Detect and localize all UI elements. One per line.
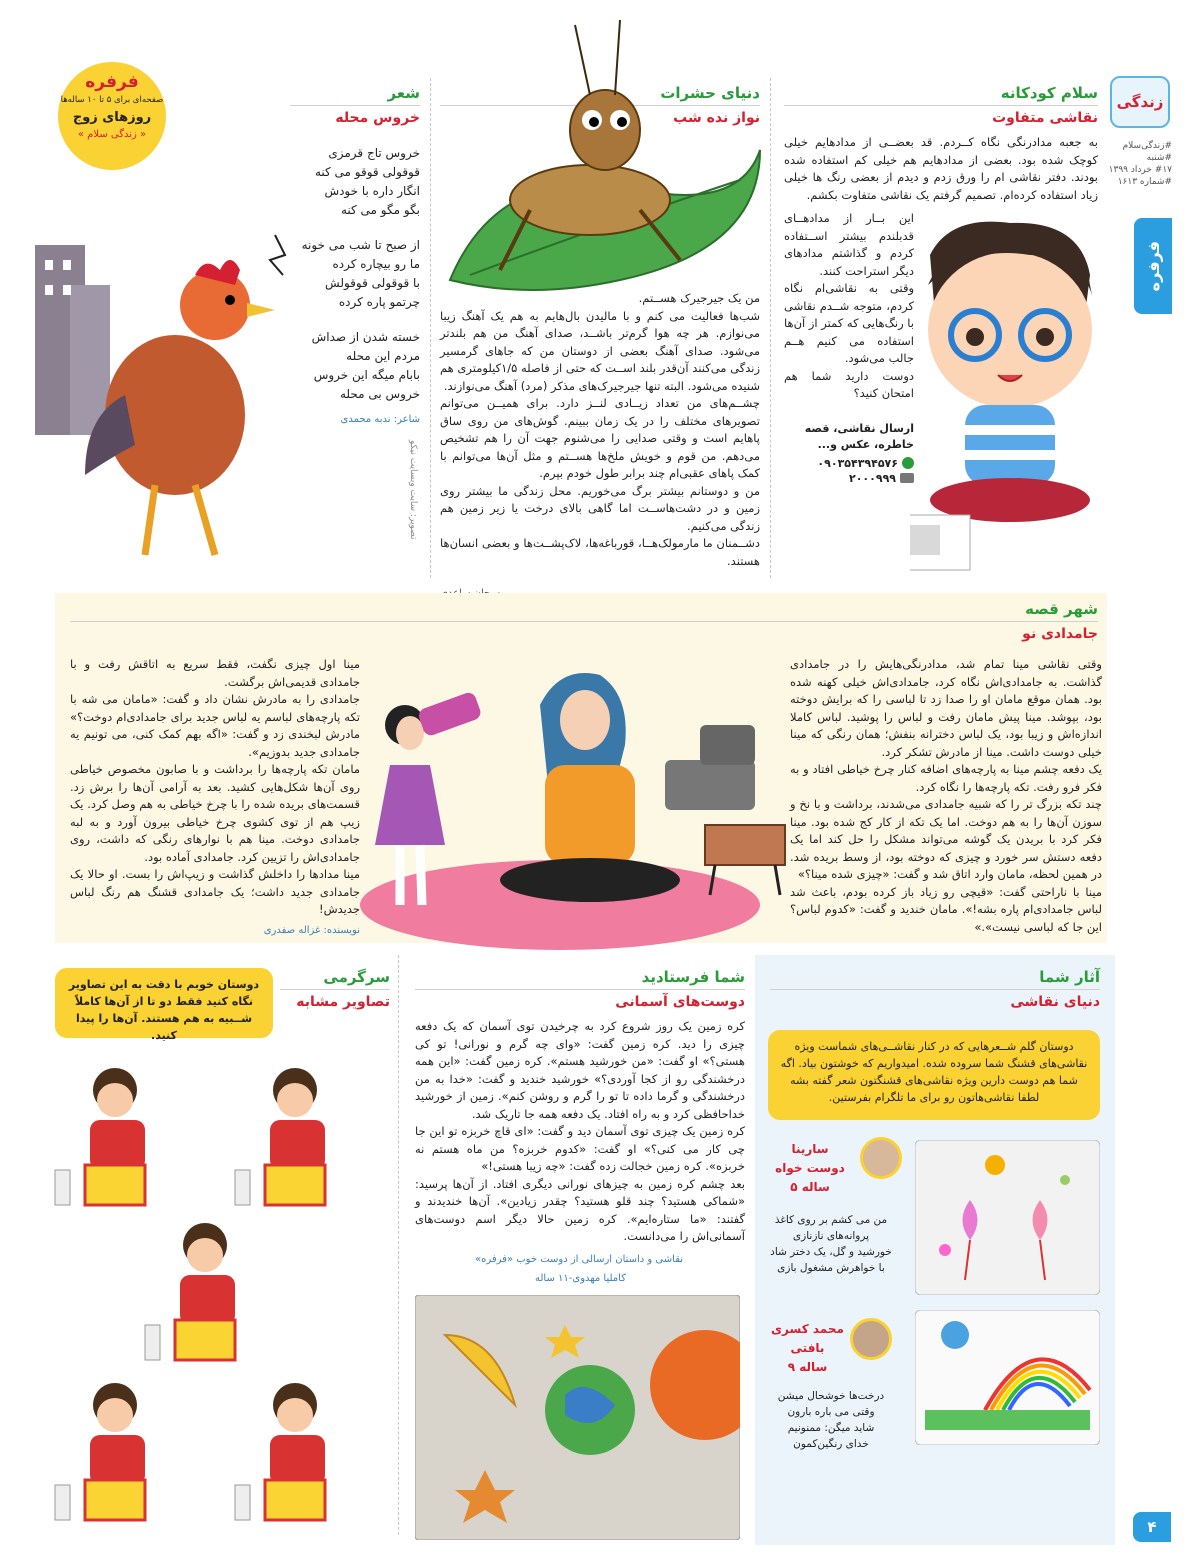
art-title: دنیای نقاشی bbox=[1010, 994, 1100, 1010]
page-number: ۴ bbox=[1147, 1518, 1157, 1536]
meta-line: #زندگی‌سلام bbox=[1122, 141, 1172, 151]
salam-kicker: سلام کودکانه bbox=[1000, 84, 1098, 102]
insects-paragraph: چشــم‌های من تعداد زیــادی لنــز دارد. برای همیــن می‌توانم تصویرهای مختلف را در یک زمان ببینم. گوش‌های من روی ساق پاهایم است و وقتی صدایی را می‌شنوم جهت آن را هم تشخیص می‌دهم. من قوم و خویش ملخ‌ها هســتم و مثل آن‌ها می‌توانم با کمک پاهای عقبی‌ام چند برابر طول خودم بپرم. bbox=[440, 396, 760, 480]
yours-kicker: شما فرستادید bbox=[641, 968, 745, 986]
yours-note: نقاشی و داستان ارسالی از دوست خوب «فرفره» bbox=[475, 1253, 684, 1265]
poem-kicker: شعر bbox=[387, 84, 420, 102]
story-paragraph: وقتی نقاشی مینا تمام شد، مدادرنگی‌هایش را در جامدادی گذاشت. به جامدادی‌اش نگاه کرد، جامدادی‌اش خیلی کهنه شده بود. همان موقع مامان او را صدا زد تا لباسی را که برایش دوخته بود، بپوشد. مینا پیش مامان رفت و لباس را پوشید. لباس کاملا اندازه‌اش و زیبا بود، یک لباس دخترانه بنفش؛ همان رنگی که مینا خیلی دوست داشت. مینا از مادرش تشکر کرد. bbox=[790, 657, 1102, 759]
puzzle-instruction: دوستان خوبم با دقت به این تصاویر نگاه کنید فقط دو تا از آن‌ها کاملاً شــبیه به هم هستند. آن‌ها را پیدا کنید. bbox=[68, 978, 260, 1042]
insects-title: نواز نده شب bbox=[673, 110, 760, 126]
insects-paragraph: من یک جیرجیرک هســتم. bbox=[638, 291, 760, 305]
farfare-days: روزهای زوج bbox=[72, 110, 152, 125]
farfare-paper: « زندگی سلام » bbox=[77, 129, 147, 140]
story-title: جامدادی نو bbox=[1022, 626, 1098, 642]
salam-title: نقاشی متفاوت bbox=[992, 110, 1098, 126]
story-header bbox=[70, 600, 1098, 642]
art-header bbox=[770, 968, 1100, 1010]
page-number-tab bbox=[1133, 1512, 1171, 1542]
salam-paragraph: این بــار از مدادهــای قدبلندم بیشتر اســتفاده کردم و گذاشتم مدادهای دیگر استراحت کنند. bbox=[784, 211, 914, 278]
caption-line: با خواهرش مشغول بازی bbox=[777, 1262, 885, 1274]
artwork-caption bbox=[766, 1212, 896, 1276]
poem-stanza bbox=[290, 144, 420, 220]
cricket-on-leaf-illustration bbox=[440, 20, 770, 300]
side-tab-label: فرفره bbox=[1143, 240, 1163, 292]
puzzle-picture[interactable] bbox=[235, 1068, 325, 1205]
story-paragraph: جامدادی را به مادرش نشان داد و گفت: «مامان می شه با تکه پارچه‌های لباسم یه لباس جدید برای جامدادی‌ام دوخت؟» مادرش لبخندی زد و گفت: «اگه بهم کمک کنی، می تونیم یه جامدادی جدید بدوزیم». bbox=[70, 692, 360, 759]
insects-paragraph: شب‌ها فعالیت می کنم و با مالیدن بال‌هایم به هم یک آهنگ زیبا می‌نوازم. هر چه هوا گرم‌تر باشــد، صدای آهنگ من هم بلندتر می‌شود. صدای آهنگ بعضی از دوستان من که جاهای گرمسیر زندگی می‌کنند آن‌قدر بلند اســت که حتی از فاصله ۱/۵کیلومتری هم شنیده می‌شود. البته تنها جیرجیرک‌های مذکر (مرد) آهنگ می‌نوازند. bbox=[440, 308, 761, 393]
story-paragraph: چند تکه بزرگ تر را که شبیه جامدادی می‌شدند، برداشت و با نخ و سوزن آن‌ها را به هم دوخت. اما یک تکه از کار کج شده بود. مینا فکر کرد با بریدن یک گوشه می‌تواند مشکل را حل کند اما یک دفعه دستش سر خورد و چیزی که دوخته بود، از وسط بریده شد. در همین لحظه، مامان وارد اتاق شد و گفت: «چیزی شده مینا؟» bbox=[790, 797, 1102, 881]
yours-paragraph: بعد چشم کره زمین به چیزهای نورانی دیگری افتاد. از آن‌ها پرسید: «شماکی هستید؟ چند قلو هستید؟ چقدر زیادین». آن‌ها خندیدند و گفتند: «ما ستاره‌ایم». کره زمین حالا دیگر اسم دوست‌های آسمانی‌اش را می‌دانست. bbox=[415, 1176, 745, 1243]
yours-paragraph: کره زمین یک روز شروع کرد به چرخیدن توی آسمان که یک دفعه چیزی را دید. کره زمین گفت: «وای چه گرم و نورانی! تو کی هستی؟» او گفت: «من خورشید هستم». کره زمین گفت: «این همه درخشندگی رو از کجا آوردی؟» خورشید خندید و گفت: «خدا به من درخشندگی و گرما داده تا تو را گرم و روشن کنم». زمین از خورشید خداحافظی کرد و به راه افتاد. یک دفعه همه جا تاریک شد. bbox=[415, 1019, 745, 1121]
caption-line: خدای رنگین‌کمون bbox=[793, 1438, 869, 1450]
poem-line: مردم این محله bbox=[346, 349, 420, 363]
meta-line: #شنبه bbox=[1146, 153, 1172, 163]
masthead-meta bbox=[1108, 140, 1172, 188]
poem-title: خروس محله bbox=[335, 110, 420, 126]
salam-paragraph: وقتی به نقاشی‌ام نگاه کردم، متوجه شــدم نقاشی با رنگ‌هایی که کمتر از آن‌ها استفاده می کنیم هــم جالب می‌شود. bbox=[784, 281, 914, 365]
poem-line: ما رو بیچاره کرده bbox=[332, 257, 420, 271]
puzzle-kicker: سرگرمی bbox=[323, 968, 390, 986]
puzzle-picture[interactable] bbox=[235, 1383, 325, 1520]
poem-line: بگو مگو می کنه bbox=[340, 203, 420, 217]
poem-line: خروس بی محله bbox=[339, 387, 420, 401]
story-paragraph: مینا با ناراحتی گفت: «قیچی رو زیاد باز کرده بودم، باعث شد لباس جامدادی‌ام پاره بشه!». مامان خندید و گفت: «کدوم لباس؟ این جا که لباسی نیست».» bbox=[790, 884, 1102, 934]
caption-line: خورشید و گل، یک دختر شاد bbox=[770, 1246, 892, 1258]
artist-name: محمد کسری bbox=[771, 1322, 844, 1336]
farfare-subtitle: صفحه‌ای برای ۵ تا ۱۰ ساله‌ها bbox=[60, 95, 164, 105]
salam-paragraph: دوست دارید شما هم امتحان کنید؟ bbox=[784, 368, 914, 400]
story-paragraph: یک دفعه چشم مینا به پارچه‌های اضافه کنار چرخ خیاطی افتاد و به فکر فرو رفت. تکه‌ پارچه‌ها را نگاه کرد. bbox=[790, 762, 1102, 794]
mother-daughter-sewing-illustration bbox=[360, 665, 790, 950]
artwork-butterflies-drawing bbox=[915, 1140, 1100, 1295]
side-tab bbox=[1134, 218, 1172, 314]
poem-line: خسته شدن از صداش bbox=[311, 330, 420, 344]
puzzle-picture[interactable] bbox=[55, 1383, 145, 1520]
puzzle-picture[interactable] bbox=[145, 1223, 235, 1360]
puzzle-title: تصاویر مشابه bbox=[296, 994, 390, 1010]
artist-age: ۹ ساله bbox=[787, 1360, 828, 1374]
puzzle-picture[interactable] bbox=[55, 1068, 145, 1205]
art-intro-box bbox=[768, 1030, 1100, 1120]
yours-header bbox=[415, 968, 745, 1284]
artist-name: دوست خواه bbox=[775, 1161, 845, 1175]
caption-line: وقتی می باره بارون bbox=[787, 1406, 875, 1418]
artwork-entry bbox=[765, 1140, 855, 1197]
farfare-badge bbox=[58, 62, 166, 170]
caption-line: شاید میگن: ممنونیم bbox=[787, 1422, 875, 1434]
poem-poet: شاعر: ندبه محمدی bbox=[340, 414, 420, 425]
caption-line: پروانه‌های نازنازی bbox=[792, 1230, 870, 1242]
insects-vertical-credit: تصویر: سایت وبسایت نیکو bbox=[408, 440, 418, 540]
poem-line: انگار داره با خودش bbox=[324, 184, 420, 198]
insects-paragraph: دشــمنان ما مارمولک‌هــا، قورباغه‌ها، لاک‌پشــت‌ها و بعضی انسان‌ها هستند. bbox=[440, 536, 760, 568]
salam-sms: ۲۰۰۰۹۹۹ bbox=[849, 471, 896, 485]
caption-line: درخت‌ها خوشحال میشن bbox=[777, 1390, 885, 1402]
avatar bbox=[860, 1137, 902, 1179]
artist-name: بافتی bbox=[790, 1341, 825, 1355]
salam-sms-row bbox=[784, 472, 914, 485]
poem-line: قوقولی قوقو می کنه bbox=[314, 165, 420, 179]
salam-phone-row bbox=[784, 457, 914, 470]
story-paragraph: مینا اول چیزی نگفت، فقط سریع به اتاقش رفت و با جامدادی قدیمی‌اش برگشت. bbox=[70, 657, 360, 689]
puzzle-header bbox=[280, 968, 390, 1010]
artist-age: ۵ ساله bbox=[790, 1180, 830, 1194]
similar-pictures-grid bbox=[40, 1060, 390, 1540]
meta-line: #شماره ۱۶۱۳ bbox=[1117, 177, 1172, 187]
art-kicker: آثار شما bbox=[1039, 968, 1100, 986]
boy-drawing-illustration bbox=[910, 215, 1110, 580]
salam-section bbox=[784, 84, 1098, 204]
poem-line: خروس تاج قرمزی bbox=[328, 146, 420, 160]
art-intro: دوستان گلم شــعرهایی که در کنار نقاشــی‌های شماست ویژه نقاشی‌های قشنگ شما سروده شده. امیدواریم که خوشتون بیاد. اگه شما هم دوست دارین ویژه نقاشی‌های قشنگتون شعر گفته بشه لطفا نقاشی‌هاتون رو برای ما تلگرام بفرستین. bbox=[780, 1040, 1088, 1104]
story-author: نویسنده: غزاله صفدری bbox=[263, 924, 360, 936]
yours-author: کاملیا مهدوی-۱۱ ساله bbox=[535, 1272, 626, 1284]
salam-text-right bbox=[784, 210, 914, 485]
story-paragraph: مینا مدادها را داخلش گذاشت و زیپ‌اش را بست. او حالا یک جامدادی جدید داشت؛ یک جامدادی قشنگ هم رنگ لباس جدیدش! bbox=[70, 867, 360, 916]
insects-paragraph: من و دوستانم بیشتر برگ می‌خوریم. محل زندگی ما بیشتر روی زمین و در دشت‌هاســت اما گاهی بالای درخت یا زیر زمین هم زندگی می‌کنیم. bbox=[440, 483, 760, 533]
caption-line: من می کشم بر روی کاغذ bbox=[774, 1214, 888, 1226]
poem-line: از صبح تا شب می خونه bbox=[301, 238, 420, 252]
yours-title: دوست‌های آسمانی bbox=[615, 994, 745, 1010]
story-right-column bbox=[790, 656, 1102, 936]
poem-line: با قوقولی قوقولش bbox=[325, 276, 420, 290]
rooster-illustration bbox=[25, 215, 325, 585]
farfare-title: فرفره bbox=[85, 72, 139, 92]
sky-friends-drawing bbox=[415, 1295, 740, 1540]
logo-text: زندگی bbox=[1116, 93, 1164, 111]
salam-paragraph: به جعبه مدادرنگی نگاه کــردم. قد بعضــی از مدادهایم خیلی کوچک شده بود. بعضی از مدادهایم هم خیلی کم استفاده شده بودند. دفتر نقاشی ام را ورق زدم و دیدم از بعضی رنگ ها خیلی زیاد استفاده کرده‌ام. تصمیم گرفتم یک نقاشی متفاوت بکشم. bbox=[784, 135, 1098, 202]
salam-send: ارسال نقاشی، قصه خاطره، عکس و... bbox=[804, 421, 914, 451]
salam-phone: ۰۹۰۳۵۴۳۹۴۵۷۶ bbox=[817, 456, 898, 470]
story-left-column bbox=[70, 656, 360, 936]
puzzle-instruction-box bbox=[55, 968, 273, 1042]
story-kicker: شهر قصه bbox=[1025, 600, 1098, 618]
artwork-rainbow-drawing bbox=[915, 1310, 1100, 1445]
artwork-caption bbox=[766, 1388, 896, 1452]
artist-name: سارینا bbox=[791, 1142, 829, 1156]
story-paragraph: مامان تکه پارچه‌ها را برداشت و با صابون مخصوص خیاطی روی آن‌ها شکل‌هایی کشید. بعد به آرامی آن‌ها را برش زد. قسمت‌های بریده شده را با چرخ خیاطی به هم وصل کرد. یک زیپ هم از توی کشوی چرخ خیاطی بیرون آورد و به لبه جامدادی دوخت. مینا هم با نوارهای رنگی که داشت، روی جامدادی‌اش را تزیین کرد. جامدادی آماده بود. bbox=[70, 762, 360, 864]
yours-paragraph: کره زمین یک چیزی توی آسمان دید و گفت: «ای قاچ خربزه تو این جا چی کار می کنی؟» او گفت: «کدوم خربزه؟ من ماه هستم نه خربزه». کره زمین خجالت زده گفت: «چه زیبا هستی!» bbox=[415, 1124, 745, 1173]
avatar bbox=[850, 1318, 892, 1360]
artwork-entry bbox=[765, 1320, 850, 1377]
masthead-logo bbox=[1110, 76, 1170, 128]
poem-line: بابام میگه این خروس bbox=[313, 368, 420, 382]
meta-line: #۱۷ خرداد ۱۳۹۹ bbox=[1108, 165, 1172, 175]
insects-kicker: دنیای حشرات bbox=[660, 84, 760, 102]
insects-body bbox=[440, 290, 760, 599]
poem-line: چرتمو پاره کرده bbox=[338, 295, 420, 309]
